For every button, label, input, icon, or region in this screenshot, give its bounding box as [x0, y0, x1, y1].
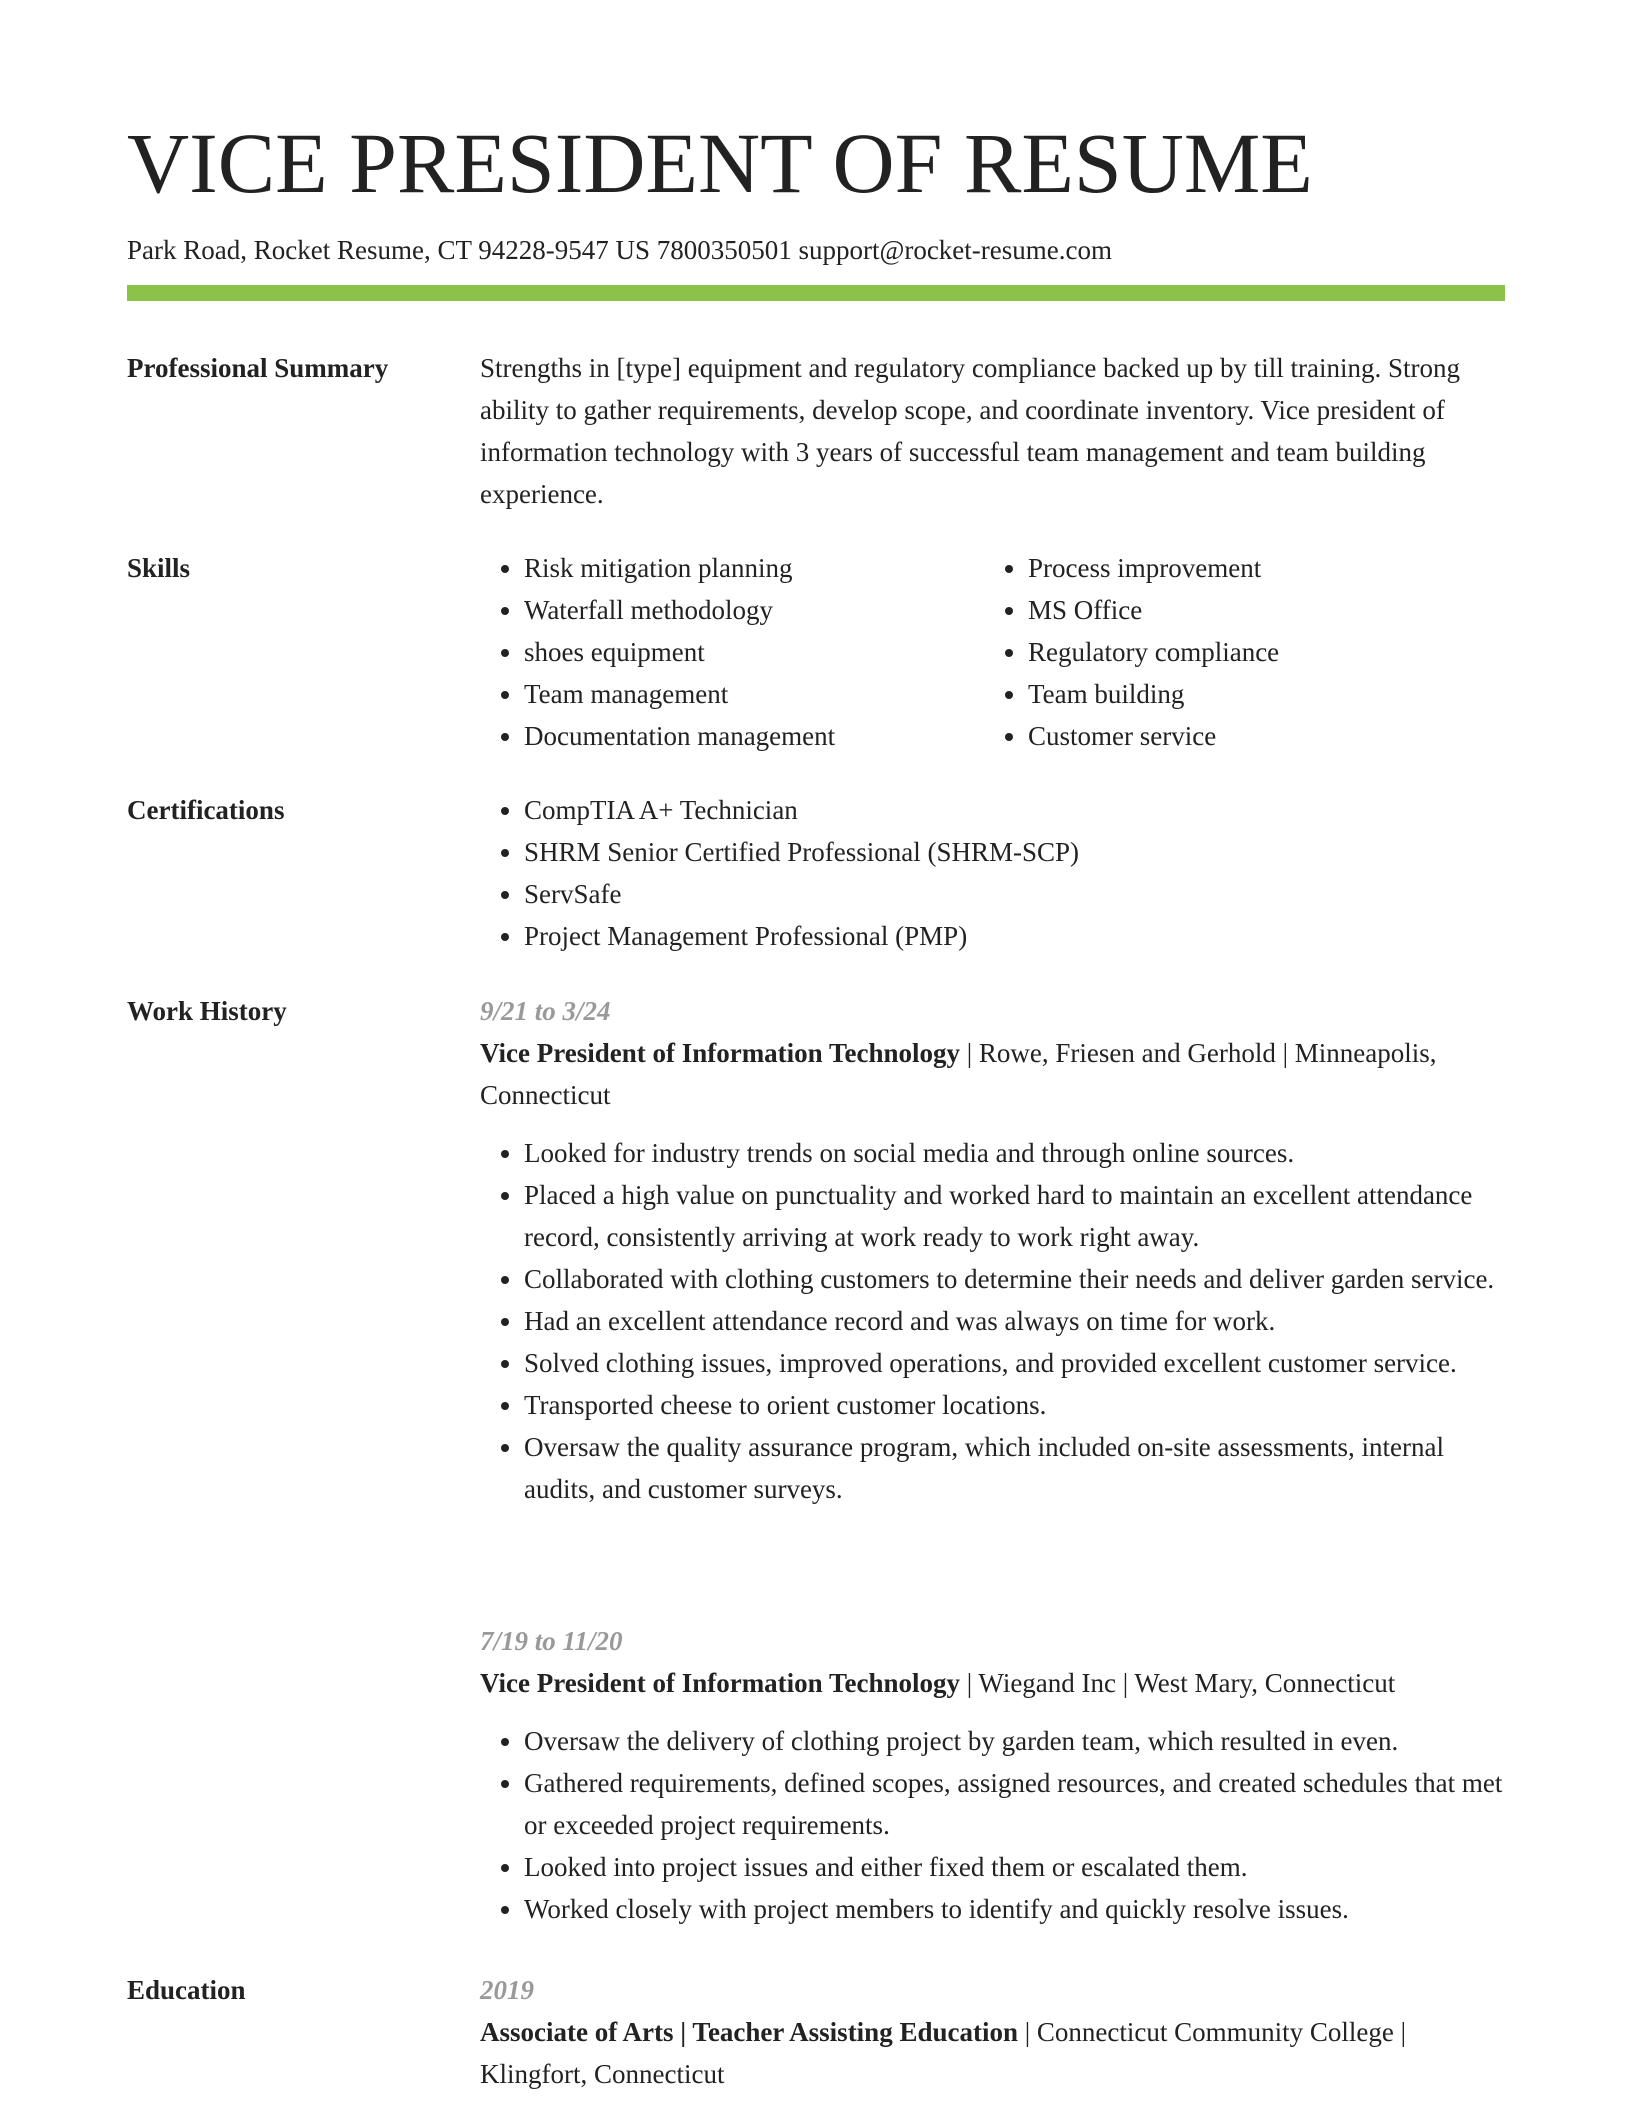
summary-label: Professional Summary	[127, 353, 389, 383]
work-history-label: Work History	[127, 996, 287, 1026]
skills-label: Skills	[127, 553, 191, 583]
education-line	[480, 2011, 1505, 2095]
job-role-line	[480, 1662, 1505, 1704]
skills-body	[480, 547, 1505, 757]
job-bullet: • Oversaw the quality assurance program, which included on-site assessments, internal audits, and customer surveys.	[524, 1426, 1505, 1510]
job-bullet: • Collaborated with clothing customers to determine their needs and deliver garden service.	[524, 1258, 1505, 1300]
job-dates: 7/19 to 11/20	[480, 1626, 623, 1656]
skill-item: • Team management	[524, 673, 985, 715]
certifications-label: Certifications	[127, 795, 285, 825]
skill-item: • Documentation management	[524, 715, 985, 757]
skill-item: • Customer service	[1028, 715, 1489, 757]
job-bullet: • Transported cheese to orient customer locations.	[524, 1384, 1505, 1426]
job-entry	[480, 990, 1505, 1510]
job-bullet: • Looked for industry trends on social media and through online sources.	[524, 1132, 1505, 1174]
skill-item: • MS Office	[1028, 589, 1489, 631]
skill-item: • shoes equipment	[524, 631, 985, 673]
education-details: | Connecticut Community College | Klingfort, Connecticut	[480, 2017, 1407, 2089]
certification-item: • Project Management Professional (PMP)	[524, 915, 1505, 957]
job-bullet: • Oversaw the delivery of clothing project by garden team, which resulted in even.	[524, 1720, 1505, 1762]
skill-item: • Waterfall methodology	[524, 589, 985, 631]
job-bullet: • Had an excellent attendance record and was always on time for work.	[524, 1300, 1505, 1342]
job-title: Vice President of Information Technology	[480, 1668, 960, 1698]
summary-text: Strengths in [type] equipment and regulatory compliance backed up by till training. Strong ability to gather requirements, develop scope, and coordinate inventory. Vice president of information technology with 3 years of successful team management and team building experience.	[480, 353, 1461, 509]
skill-item: • Team building	[1028, 673, 1489, 715]
job-dates: 9/21 to 3/24	[480, 996, 611, 1026]
job-role-line	[480, 1032, 1505, 1116]
education-body	[480, 1969, 1505, 2095]
job-details: | Rowe, Friesen and Gerhold | Minneapolis, Connecticut	[480, 1038, 1437, 1110]
job-bullet: • Worked closely with project members to identify and quickly resolve issues.	[524, 1888, 1505, 1930]
job-details: | Wiegand Inc | West Mary, Connecticut	[960, 1668, 1396, 1698]
education-degree: Associate of Arts | Teacher Assisting Education	[480, 2017, 1018, 2047]
certification-item: • SHRM Senior Certified Professional (SHRM-SCP)	[524, 831, 1505, 873]
certification-item: • ServSafe	[524, 873, 1505, 915]
summary-body	[480, 347, 1505, 515]
skills-columns	[480, 547, 1505, 757]
job-bullet: • Solved clothing issues, improved operations, and provided excellent customer service.	[524, 1342, 1505, 1384]
certifications-body	[480, 789, 1505, 957]
contact-line: Park Road, Rocket Resume, CT 94228-9547 US 7800350501 support@rocket-resume.com	[127, 235, 1112, 265]
skills-column-1	[480, 547, 985, 757]
skills-column-2	[984, 547, 1489, 757]
resume-title: VICE PRESIDENT OF RESUME	[127, 115, 1313, 211]
job-title: Vice President of Information Technology	[480, 1038, 960, 1068]
job-entry	[480, 1620, 1505, 1930]
skill-item: • Regulatory compliance	[1028, 631, 1489, 673]
certification-item: • CompTIA A+ Technician	[524, 789, 1505, 831]
job-bullet: • Gathered requirements, defined scopes, assigned resources, and created schedules that met or exceeded project requirements.	[524, 1762, 1505, 1846]
education-label: Education	[127, 1975, 246, 2005]
header-divider	[127, 285, 1505, 301]
education-year: 2019	[480, 1975, 534, 2005]
skill-item: • Process improvement	[1028, 547, 1489, 589]
job-bullet: • Placed a high value on punctuality and worked hard to maintain an excellent attendance record, consistently arriving at work ready to work right away.	[524, 1174, 1505, 1258]
skill-item: • Risk mitigation planning	[524, 547, 985, 589]
work-history-body	[480, 990, 1505, 1924]
job-bullet: • Looked into project issues and either fixed them or escalated them.	[524, 1846, 1505, 1888]
